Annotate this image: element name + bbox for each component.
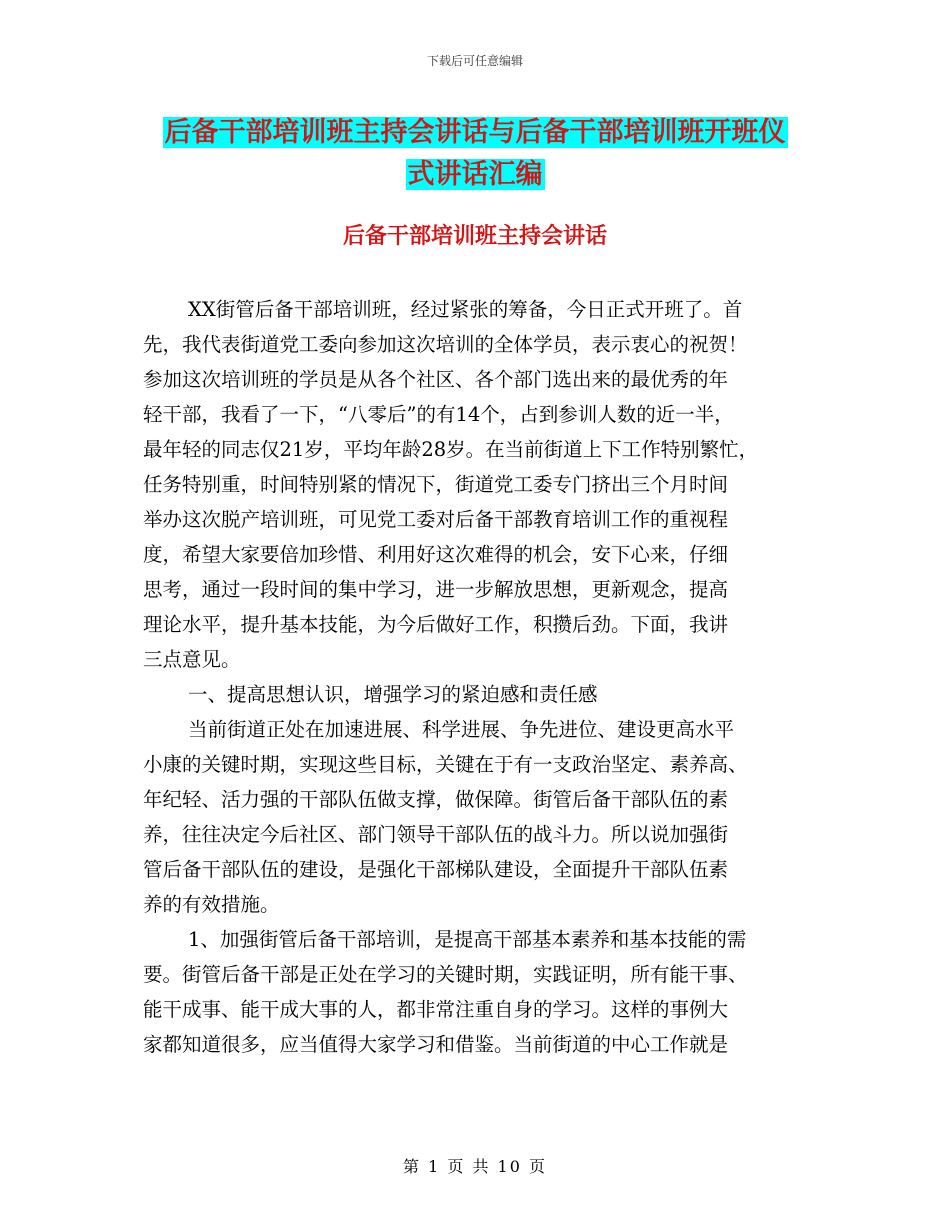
document-title-line-1 (0, 112, 950, 154)
body-line: XX街管后备干部培训班，经过紧张的筹备，今日正式开班了。首 (188, 298, 743, 321)
body-line: 当前街道正处在加速进展、科学进展、争先进位、建设更高水平 (188, 718, 735, 741)
body-line: 最年轻的同志仅21岁，平均年龄28岁。在当前街道上下工作特别繁忙， (143, 438, 759, 461)
body-line: 管后备干部队伍的建设，是强化干部梯队建设，全面提升干部队伍素 (143, 858, 729, 881)
body-line: 养的有效措施。 (143, 893, 280, 916)
body-line: 思考，通过一段时间的集中学习，进一步解放思想，更新观念，提高 (143, 578, 729, 601)
body-line: 轻干部，我看了一下，“八零后”的有14个，占到参训人数的近一半， (143, 403, 734, 426)
body-line: 任务特别重，时间特别紧的情况下，街道党工委专门挤出三个月时间 (143, 473, 729, 496)
body-line: 要。街管后备干部是正处在学习的关键时期，实践证明，所有能干事、 (143, 963, 748, 986)
body-line: 养，往往决定今后社区、部门领导干部队伍的战斗力。所以说加强街 (143, 823, 729, 846)
section-title: 后备干部培训班主持会讲话 (342, 224, 607, 249)
body-line: 三点意见。 (143, 648, 241, 671)
body-line: 家都知道很多，应当值得大家学习和借鉴。当前街道的中心工作就是 (143, 1033, 729, 1056)
body-line: 年纪轻、活力强的干部队伍做支撑，做保障。街管后备干部队伍的素 (143, 788, 729, 811)
body-line: 理论水平，提升基本技能，为今后做好工作，积攒后劲。下面，我讲 (143, 613, 729, 636)
body-line: 1、加强街管后备干部培训，是提高干部基本素养和基本技能的需 (188, 928, 747, 951)
page-number: 第 1 页 共 10 页 (403, 1157, 547, 1176)
body-line: 举办这次脱产培训班，可见党工委对后备干部教育培训工作的重视程 (143, 508, 729, 531)
header-note: 下载后可任意编辑 (426, 54, 523, 68)
body-line: 度，希望大家要倍加珍惜、利用好这次难得的机会，安下心来，仔细 (143, 543, 729, 566)
body-line: 能干成事、能干成大事的人，都非常注重自身的学习。这样的事例大 (143, 998, 729, 1021)
body-line: 小康的关键时期，实现这些目标，关键在于有一支政治坚定、素养高、 (143, 753, 748, 776)
document-title-highlight-2: 式讲话汇编 (407, 159, 543, 190)
body-line: 参加这次培训班的学员是从各个社区、各个部门选出来的最优秀的年 (143, 368, 729, 391)
section-heading: 一、提高思想认识，增强学习的紧迫感和责任感 (188, 683, 598, 706)
document-title-highlight-1: 后备干部培训班主持会讲话与后备干部培训班开班仪 (164, 117, 786, 148)
document-title-line-2 (0, 154, 950, 196)
body-line: 先，我代表街道党工委向参加这次培训的全体学员，表示衷心的祝贺！ (143, 333, 748, 356)
